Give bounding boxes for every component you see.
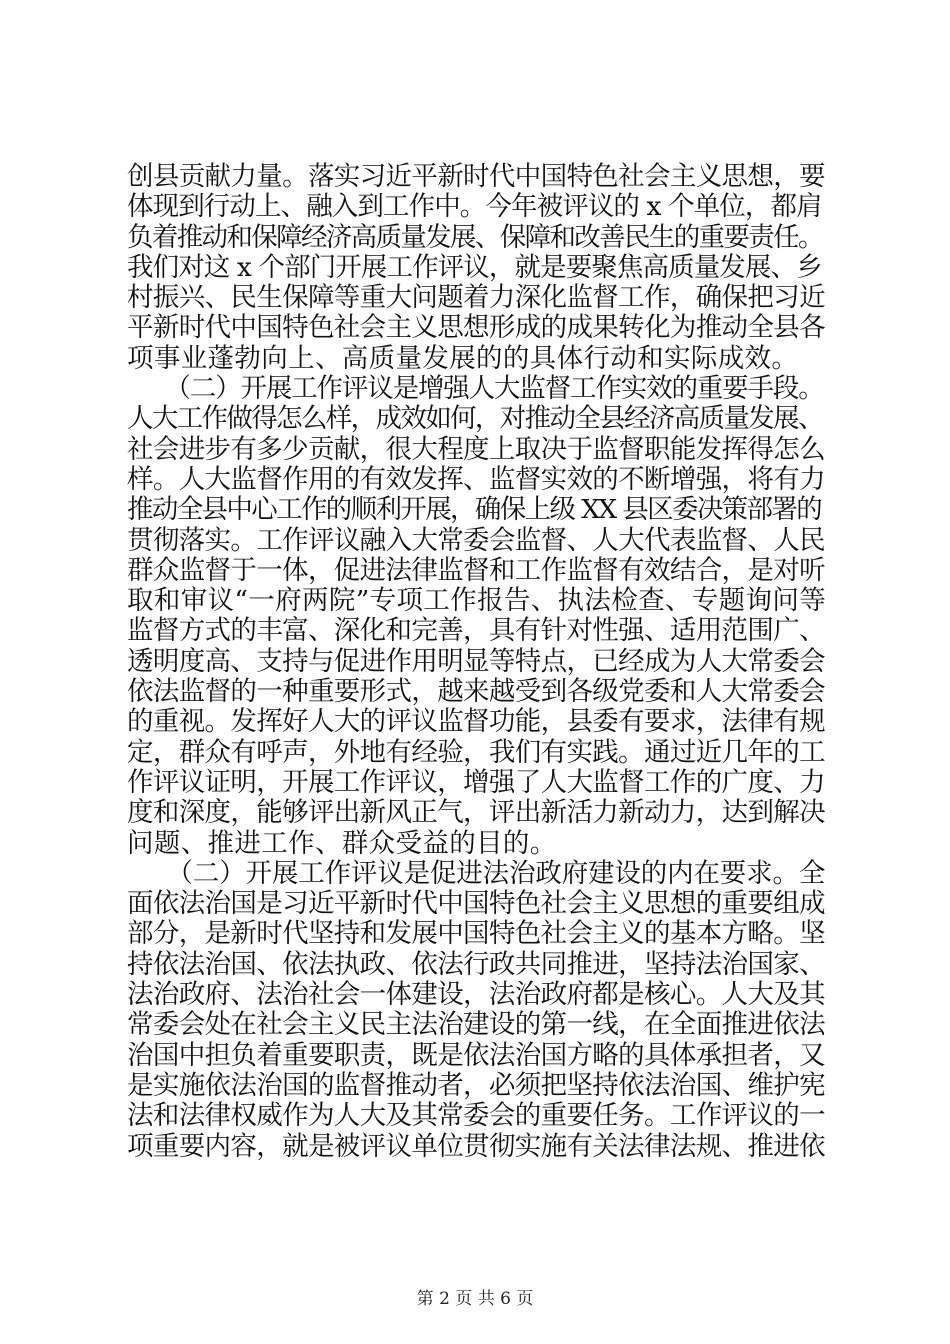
text-line: 项事业蓬勃向上、高质量发展的的具体行动和实际成效。 xyxy=(127,342,799,374)
text-line: 平新时代中国特色社会主义思想形成的成果转化为推动全县各 xyxy=(127,312,825,344)
text-line: 面依法治国是习近平新时代中国特色社会主义思想的重要组成 xyxy=(127,888,825,920)
text-line: 是实施依法治国的监督推动者，必须把坚持依法治国、维护宪 xyxy=(127,1069,825,1101)
text-line: 样。人大监督作用的有效发挥、监督实效的不断增强，将有力 xyxy=(127,463,825,495)
page-footer xyxy=(0,1284,950,1309)
text-line: 透明度高、支持与促进作用明显等特点，已经成为人大常委会 xyxy=(127,645,825,677)
text-line: 问题、推进工作、群众受益的目的。 xyxy=(127,827,557,859)
text-line: 持依法治国、依法执政、依法行政共同推进，坚持法治国家、 xyxy=(127,948,825,980)
text-line: （二）开展工作评议是促进法治政府建设的内在要求。全 xyxy=(127,857,826,889)
text-line: 部分，是新时代坚持和发展中国特色社会主义的基本方略。坚 xyxy=(127,918,825,950)
text-line: 群众监督于一体，促进法律监督和工作监督有效结合，是对听 xyxy=(127,554,825,586)
text-line: 常委会处在社会主义民主法治建设的第一线，在全面推进依法 xyxy=(127,1009,825,1041)
text-line: 法治政府、法治社会一体建设，法治政府都是核心。人大及其 xyxy=(127,979,825,1011)
text-line: 项重要内容，就是被评议单位贯彻实施有关法律法规、推进依 xyxy=(127,1130,825,1162)
document-body xyxy=(127,162,827,1162)
text-line: 贯彻落实。工作评议融入大常委会监督、人大代表监督、人民 xyxy=(127,524,825,556)
text-line: 人大工作做得怎么样，成效如何，对推动全县经济高质量发展、 xyxy=(127,403,823,435)
text-line: 法和法律权威作为人大及其常委会的重要任务。工作评议的一 xyxy=(127,1100,825,1132)
text-line: 定，群众有呼声，外地有经验，我们有实践。通过近几年的工 xyxy=(127,736,825,768)
text-line: 负着推动和保障经济高质量发展、保障和改善民生的重要责任。 xyxy=(127,221,823,253)
text-line: 监督方式的丰富、深化和完善，具有针对性强、适用范围广、 xyxy=(127,615,825,647)
text-line: 创县贡献力量。落实习近平新时代中国特色社会主义思想，要 xyxy=(127,161,825,192)
text-line: 体现到行动上、融入到工作中。今年被评议的 x 个单位，都肩 xyxy=(127,191,822,223)
text-line: 的重视。发挥好人大的评议监督功能，县委有要求，法律有规 xyxy=(127,706,825,738)
text-line: 村振兴、民生保障等重大问题着力深化监督工作，确保把习近 xyxy=(127,282,825,314)
text-line: 依法监督的一种重要形式，越来越受到各级党委和人大常委会 xyxy=(127,676,825,708)
page-number-label: 第 2 页 共 6 页 xyxy=(416,1289,534,1309)
text-line: 度和深度，能够评出新风正气，评出新活力新动力，达到解决 xyxy=(127,797,825,829)
text-line: 作评议证明，开展工作评议，增强了人大监督工作的广度、力 xyxy=(127,766,825,798)
text-line: 推动全县中心工作的顺利开展，确保上级 XX 县区委决策部署的 xyxy=(127,494,822,526)
text-line: 社会进步有多少贡献，很大程度上取决于监督职能发挥得怎么 xyxy=(127,433,825,465)
text-line: 我们对这 x 个部门开展工作评议，就是要聚焦高质量发展、乡 xyxy=(127,251,822,283)
text-line: 治国中担负着重要职责，既是依法治国方略的具体承担者，又 xyxy=(127,1039,825,1071)
text-line: 取和审议“一府两院”专项工作报告、执法检查、专题询问等 xyxy=(127,585,827,617)
text-line: （二）开展工作评议是增强人大监督工作实效的重要手段。 xyxy=(127,373,824,405)
